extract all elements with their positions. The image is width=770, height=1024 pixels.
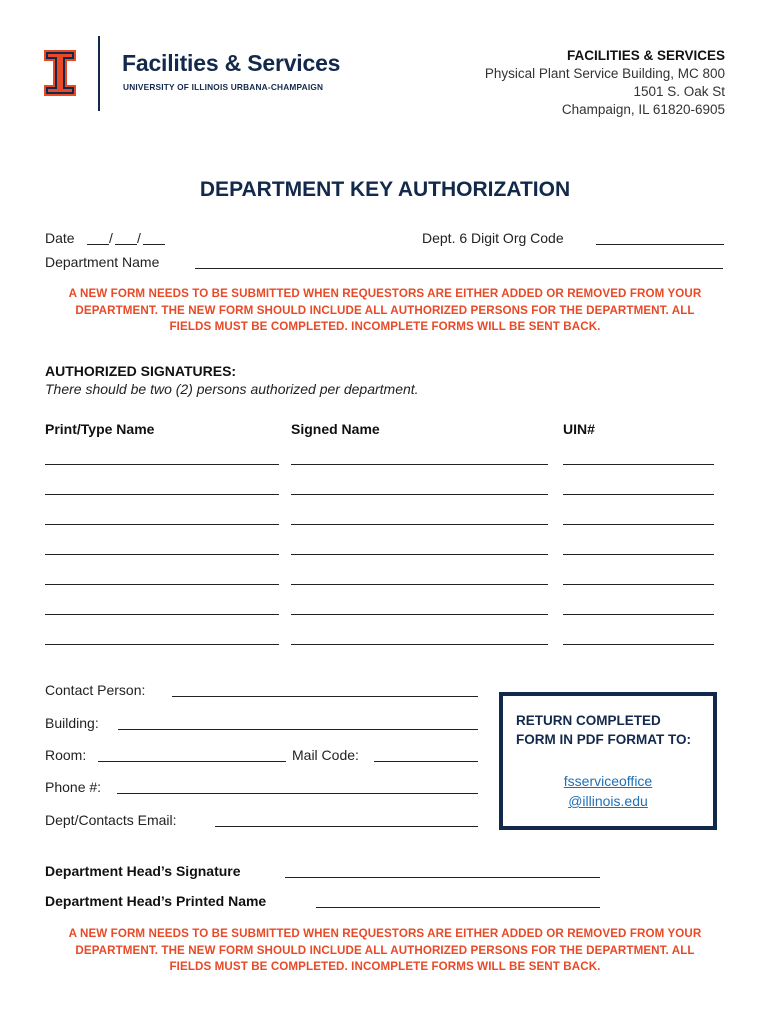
org-code-label: Dept. 6 Digit Org Code — [422, 230, 564, 246]
column-uin: UIN# — [563, 421, 595, 437]
dept-head-printed-name-label: Department Head’s Printed Name — [45, 893, 267, 909]
column-signed-name: Signed Name — [291, 421, 380, 437]
print-name-field[interactable] — [45, 464, 279, 465]
column-print-name: Print/Type Name — [45, 421, 155, 437]
return-email-line-2[interactable]: @illinois.edu — [568, 793, 648, 809]
notice-emphasis: ALL FIELDS MUST BE COMPLETED. INCOMPLETE FORMS WILL BE SENT BACK. — [169, 303, 695, 333]
uin-field[interactable] — [563, 524, 714, 525]
dept-email-label: Dept/Contacts Email: — [45, 812, 177, 828]
contact-person-label: Contact Person: — [45, 682, 146, 698]
uin-field[interactable] — [563, 644, 714, 645]
address-org: FACILITIES & SERVICES — [566, 48, 725, 63]
signed-name-field[interactable] — [291, 554, 548, 555]
building-field[interactable] — [118, 729, 478, 730]
signed-name-field[interactable] — [291, 464, 548, 465]
phone-label: Phone #: — [45, 779, 102, 795]
uin-field[interactable] — [563, 494, 714, 495]
print-name-field[interactable] — [45, 524, 279, 525]
date-year-field[interactable] — [143, 244, 165, 245]
notice-text: A NEW FORM NEEDS TO BE SUBMITTED WHEN REQUESTORS ARE EITHER ADDED OR REMOVED FROM YOUR DEPARTMENT. THE NEW FORM SHOULD INCLUDE ALL AUTHORIZED PERSONS FOR THE DEPARTMENT. — [68, 287, 702, 317]
contact-person-field[interactable] — [172, 696, 478, 697]
phone-field[interactable] — [117, 793, 478, 794]
print-name-field[interactable] — [45, 554, 279, 555]
logo-divider — [98, 36, 100, 111]
signed-name-field[interactable] — [291, 584, 548, 585]
return-instructions-label: RETURN COMPLETED FORM IN PDF FORMAT TO: — [516, 713, 691, 747]
return-email-link[interactable] — [503, 771, 713, 811]
return-instructions-box — [499, 692, 717, 830]
return-email-line-1[interactable]: fsserviceoffice — [563, 773, 653, 789]
address-line-2: 1501 S. Oak St — [633, 84, 725, 99]
print-name-field[interactable] — [45, 614, 279, 615]
date-slash: / — [109, 230, 113, 246]
uin-field[interactable] — [563, 614, 714, 615]
notice-text: A NEW FORM NEEDS TO BE SUBMITTED WHEN REQUESTORS ARE EITHER ADDED OR REMOVED FROM YOUR DEPARTMENT. THE NEW FORM SHOULD INCLUDE ALL AUTHORIZED PERSONS FOR THE DEPARTMENT. — [68, 927, 702, 957]
notice-bottom — [60, 926, 710, 976]
print-name-field[interactable] — [45, 644, 279, 645]
date-slash: / — [137, 230, 141, 246]
dept-email-field[interactable] — [215, 826, 478, 827]
print-name-field[interactable] — [45, 584, 279, 585]
uin-field[interactable] — [563, 584, 714, 585]
date-day-field[interactable] — [115, 244, 137, 245]
address-line-1: Physical Plant Service Building, MC 800 — [484, 66, 725, 81]
signed-name-field[interactable] — [291, 524, 548, 525]
department-name-label: Department Name — [45, 254, 160, 270]
dept-head-signature-field[interactable] — [285, 877, 600, 878]
signed-name-field[interactable] — [291, 614, 548, 615]
notice-top — [60, 286, 710, 336]
address-line-3: Champaign, IL 61820-6905 — [561, 102, 725, 117]
uin-field[interactable] — [563, 554, 714, 555]
department-name-field[interactable] — [195, 268, 723, 269]
org-code-field[interactable] — [596, 244, 724, 245]
signed-name-field[interactable] — [291, 644, 548, 645]
building-label: Building: — [45, 715, 99, 731]
date-month-field[interactable] — [87, 244, 109, 245]
print-name-field[interactable] — [45, 494, 279, 495]
authorized-signatures-heading: AUTHORIZED SIGNATURES: — [45, 363, 237, 379]
notice-emphasis: ALL FIELDS MUST BE COMPLETED. INCOMPLETE FORMS WILL BE SENT BACK. — [169, 943, 695, 973]
logo-title: Facilities & Services — [122, 50, 341, 76]
room-label: Room: — [45, 747, 87, 763]
address-block — [485, 47, 725, 119]
dept-head-signature-label: Department Head’s Signature — [45, 863, 241, 879]
authorized-signatures-note: There should be two (2) persons authorized per department. — [45, 381, 419, 397]
logo-subtitle: UNIVERSITY OF ILLINOIS URBANA-CHAMPAIGN — [123, 82, 324, 92]
mail-code-label: Mail Code: — [292, 747, 359, 763]
date-label: Date — [45, 230, 75, 246]
form-title: DEPARTMENT KEY AUTHORIZATION — [199, 178, 571, 201]
room-field[interactable] — [98, 761, 286, 762]
dept-head-printed-name-field[interactable] — [316, 907, 600, 908]
uin-field[interactable] — [563, 464, 714, 465]
mail-code-field[interactable] — [374, 761, 478, 762]
signed-name-field[interactable] — [291, 494, 548, 495]
block-i-logo — [44, 50, 76, 96]
